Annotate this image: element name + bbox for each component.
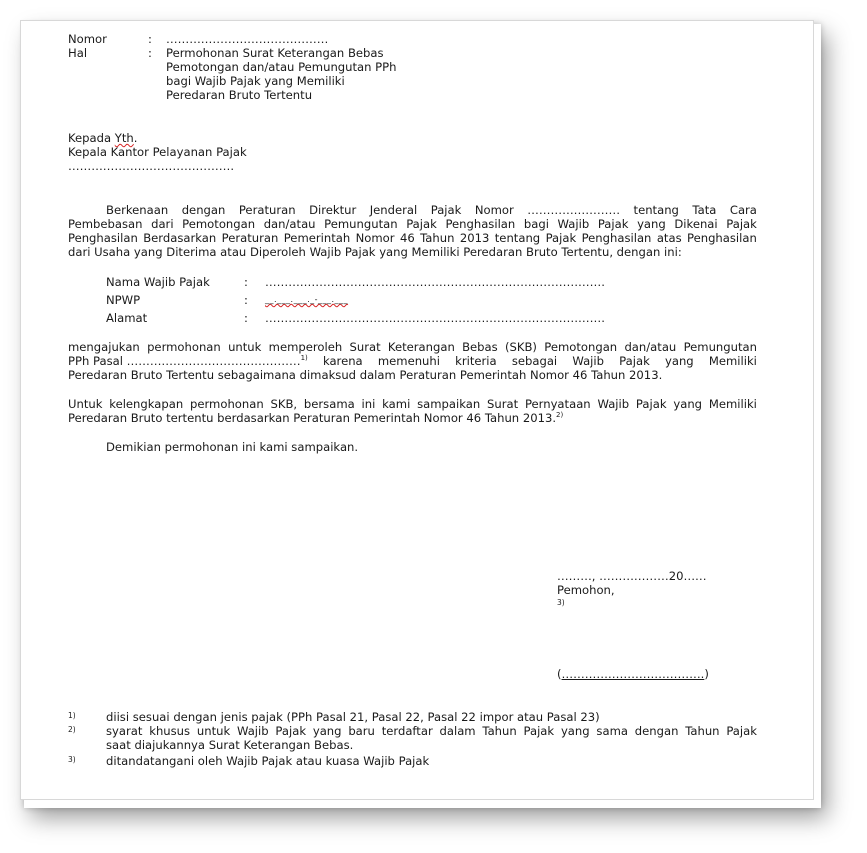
word: untuk: [196, 724, 231, 738]
word: Wajib: [597, 397, 630, 411]
word: kelengkapan: [109, 397, 184, 411]
word: Keterangan: [387, 340, 455, 354]
word: Memiliki: [708, 397, 757, 411]
word: Pajak: [523, 724, 555, 738]
word: Tahun: [482, 724, 517, 738]
word: untuk: [228, 340, 262, 354]
hal-line-2: Pemotongan dan/atau Pemungutan PPh: [166, 60, 397, 74]
addressee-line-2: Kepala Kantor Pelayanan Pajak: [68, 145, 247, 159]
word: Memiliki: [708, 354, 757, 368]
word: Direktur: [309, 203, 357, 217]
word: Tata: [692, 203, 717, 217]
footnote-1-text: diisi sesuai dengan jenis pajak (PPh Pasal 21, Pasal 22, Pasal 22 impor atau Pasal 23): [106, 710, 600, 724]
word: sebagai: [511, 354, 558, 368]
word: Surat: [487, 397, 519, 411]
word: Pemungutan: [324, 217, 398, 231]
word: ……………………: [527, 203, 621, 217]
word: Dikenai: [674, 217, 718, 231]
word: Wajib: [236, 724, 269, 738]
word: Pernyataan: [524, 397, 591, 411]
word: Nomor: [474, 203, 514, 217]
paragraph-1-line-1: [106, 203, 757, 217]
word: memenuhi: [377, 354, 440, 368]
paragraph-3-line-2: Peredaran Bruto tertentu berdasarkan Peraturan Pemerintah Nomor 46 Tahun 2013.$^{2)}$: [68, 411, 564, 425]
word: Penghasilan: [445, 217, 516, 231]
word: Nomor: [355, 231, 395, 245]
field-address-colon: :: [244, 311, 248, 325]
footnote-3-text: ditandatangani oleh Wajib Pajak atau kuasa Wajib Pajak: [106, 754, 430, 768]
word: Pajak: [619, 354, 650, 368]
paragraph-1-line-3: [68, 231, 757, 245]
word: Penghasilan: [581, 231, 652, 245]
signer-title: Pemohon,: [557, 583, 615, 597]
paragraph-2-line-2: [68, 354, 757, 368]
word: Pajak: [726, 724, 757, 738]
footnote-2-number: 2): [68, 725, 76, 734]
word: tentang: [494, 231, 541, 245]
word: Surat: [349, 340, 381, 354]
word: sampaikan: [417, 397, 481, 411]
word: Pajak: [406, 217, 437, 231]
word: memperoleh: [268, 340, 343, 354]
word: kriteria: [455, 354, 497, 368]
word: Pemerintah: [283, 231, 351, 245]
word: Pemungutan: [683, 340, 757, 354]
word: Pemotongan: [544, 340, 618, 354]
word: Pajak: [726, 217, 757, 231]
word: yang: [312, 724, 342, 738]
word: atas: [656, 231, 682, 245]
word: Berkenaan: [106, 203, 169, 217]
footnote-1-number: 1): [68, 711, 76, 720]
closing-sentence: Demikian permohonan ini kami sampaikan.: [106, 440, 359, 454]
hal-line-1: Permohonan Surat Keterangan Bebas: [166, 46, 384, 60]
word: Tahun: [685, 724, 720, 738]
word: baru: [348, 724, 375, 738]
place-date: ………, ………………20……: [557, 569, 707, 583]
pph-pasal-blank: PPh Pasal ………………………………………1): [68, 354, 308, 368]
spelling-flag: Yth: [114, 131, 134, 145]
word: khusus: [149, 724, 191, 738]
field-name-label: Nama Wajib Pajak: [106, 275, 210, 289]
footnote-2-line-2: saat diajukannya Surat Keterangan Bebas.: [106, 738, 354, 752]
word: 46: [399, 231, 415, 245]
word: Pembebasan: [68, 217, 143, 231]
word: dari: [151, 217, 174, 231]
word: bagi: [523, 217, 549, 231]
word: Bebas: [462, 340, 498, 354]
word: dengan: [181, 203, 226, 217]
footnote-2-line-1: [106, 724, 757, 738]
field-address-label: Alamat: [106, 311, 148, 325]
word: Penghasilan: [68, 231, 138, 245]
word: Jenderal: [369, 203, 418, 217]
word: terdaftar: [381, 724, 433, 738]
word: yang: [560, 724, 590, 738]
word: yang: [673, 397, 703, 411]
nomor-colon: :: [148, 32, 152, 46]
word: tentang: [633, 203, 679, 217]
word: dan/atau: [263, 217, 316, 231]
addressee-line-3: …………………………………….: [68, 159, 234, 173]
hal-line-3: bagi Wajib Pajak yang Memiliki: [166, 74, 345, 88]
word: Pemotongan: [182, 217, 256, 231]
field-npwp-colon: :: [244, 293, 248, 307]
field-name-colon: :: [244, 275, 248, 289]
word: karena: [322, 354, 363, 368]
word: Pajak: [275, 724, 307, 738]
word: 2013: [459, 231, 490, 245]
word: yang: [664, 354, 694, 368]
word: ini: [361, 397, 376, 411]
paragraph-2-line-3: Peredaran Bruto Tertentu sebagaimana dimaksud dalam Peraturan Pemerintah Nomor 46 Tahun 2013.: [68, 368, 663, 382]
field-npwp-value: __.___.___._-___.___: [265, 295, 349, 304]
paragraph-1-line-2: [68, 217, 757, 231]
word: SKB,: [270, 397, 298, 411]
word: Tahun: [420, 231, 455, 245]
field-npwp-label: NPWP: [106, 293, 141, 307]
paragraph-3-line-1: [68, 397, 757, 411]
hal-colon: :: [148, 46, 152, 60]
nomor-label: Nomor: [68, 32, 107, 46]
word: sama: [596, 724, 628, 738]
word: Pajak: [635, 397, 667, 411]
word: Penghasilan: [687, 231, 757, 245]
word: Cara: [729, 203, 757, 217]
word: Wajib: [557, 217, 590, 231]
word: dengan: [634, 724, 679, 738]
word: Peraturan: [221, 231, 279, 245]
word: dan/atau: [624, 340, 677, 354]
word: Untuk: [68, 397, 103, 411]
footnote-3-number: 3): [68, 755, 76, 764]
word: yang: [637, 217, 666, 231]
field-address-value: …………………………………………………………………………….: [265, 311, 605, 325]
nomor-value: ……………………………………: [166, 32, 329, 46]
field-name-value: …………………………………………………………………………….: [265, 275, 605, 289]
paragraph-1-line-4: dari Usaha yang Diterima atau Diperoleh Wajib Pajak yang Memiliki Peredaran Bruto Tertentu, dengan ini:: [68, 245, 682, 259]
word: Wajib: [572, 354, 604, 368]
addressee-line-1: Kepada Yth.: [68, 131, 138, 145]
signer-name: (……………………………….): [557, 667, 709, 681]
word: bersama: [303, 397, 355, 411]
word: Berdasarkan: [143, 231, 217, 245]
word: mengajukan: [68, 340, 140, 354]
word: Pajak: [430, 203, 462, 217]
word: (SKB): [504, 340, 537, 354]
word: Peraturan: [238, 203, 296, 217]
word: permohonan: [147, 340, 221, 354]
word: syarat: [106, 724, 143, 738]
word: Pajak: [597, 217, 629, 231]
word: dalam: [439, 724, 476, 738]
word: permohonan: [190, 397, 264, 411]
word: Pajak: [545, 231, 577, 245]
paragraph-2-line-1: [68, 340, 757, 354]
hal-label: Hal: [68, 46, 88, 60]
signer-title-footnote: 3): [557, 598, 565, 607]
word: kami: [382, 397, 411, 411]
hal-line-4: Peredaran Bruto Tertentu: [166, 88, 313, 102]
